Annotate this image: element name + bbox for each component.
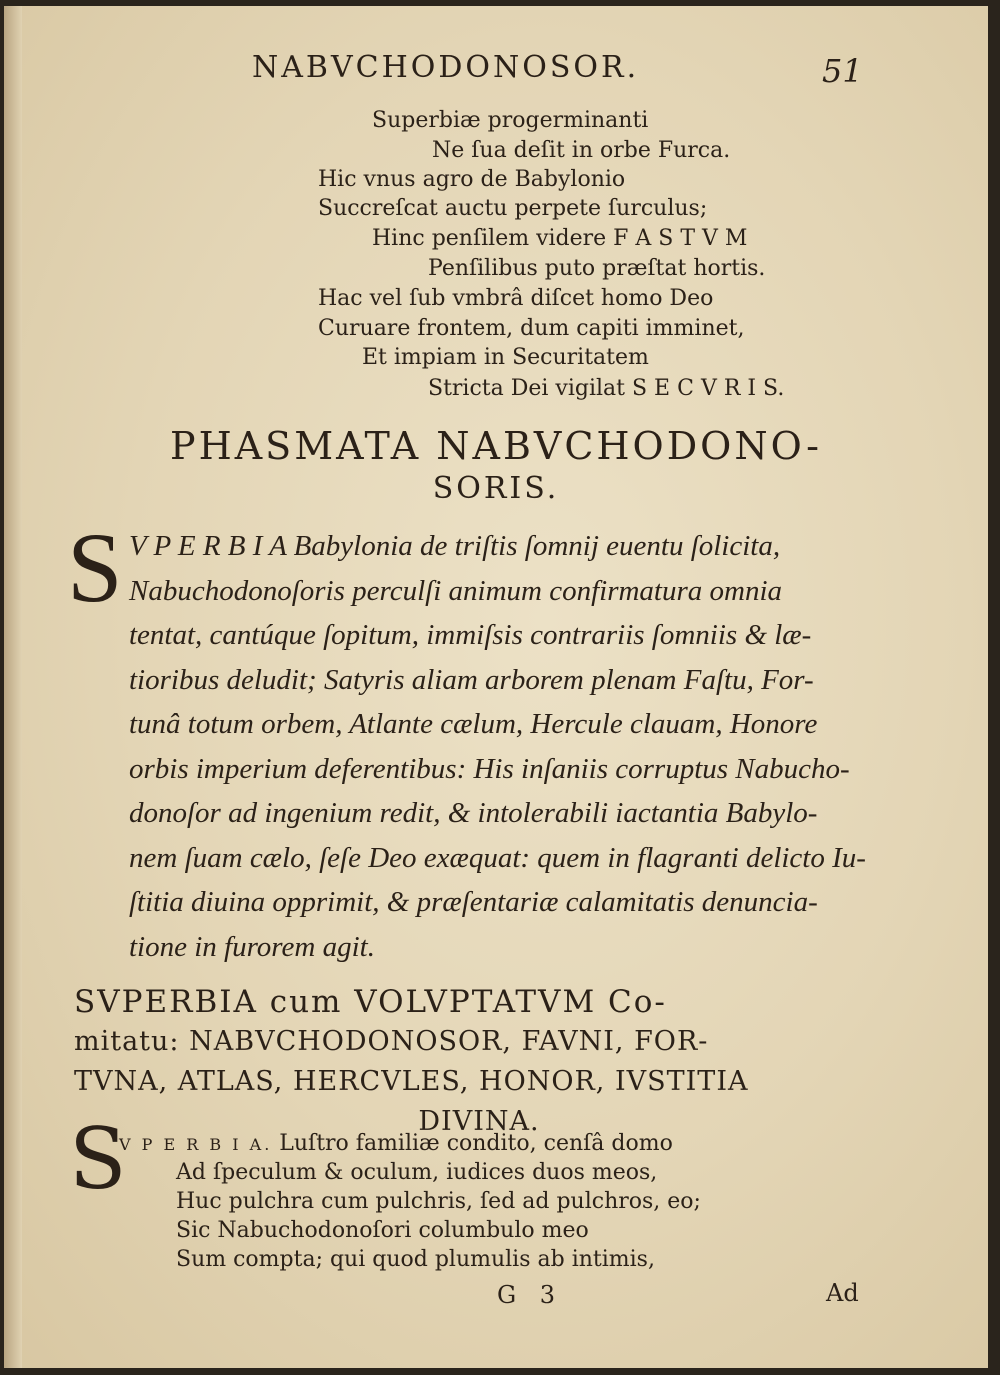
verse-line: Curuare frontem, dum capiti imminet,	[318, 316, 745, 341]
verse-line: Hic vnus agro de Babylonio	[318, 167, 626, 192]
argument-line: nem ſuam cælo, ſeſe Deo exæquat: quem in flagranti delicto Iu-	[129, 841, 866, 874]
section-title-line-1: PHASMATA NABVCHODONO-	[170, 424, 822, 468]
signature-mark: G 3	[497, 1281, 564, 1309]
argument-line: tioribus deludit; Satyris aliam arborem plenam Faſtu, For-	[129, 663, 814, 696]
cast-line: mitatu: NABVCHODONOSOR, FAVNI, FOR-	[74, 1026, 709, 1057]
argument-line: orbis imperium deferentibus: His inſaniis corruptus Nabucho-	[129, 752, 850, 785]
drop-cap: S	[67, 512, 123, 623]
speech-line: Sic Nabuchodonoſori columbulo meo	[176, 1218, 589, 1243]
verse-line: Et impiam in Securitatem	[362, 345, 649, 370]
argument-line: donoſor ad ingenium redit, & intolerabili iactantia Babylo-	[129, 797, 818, 829]
verse-line: Hac vel ſub vmbrâ diſcet homo Deo	[318, 286, 714, 311]
argument-line: Nabuchodonoſoris perculſi animum confirmatura omnia	[129, 574, 783, 607]
speech-line: Huc pulchra cum pulchris, ſed ad pulchros, eo;	[176, 1189, 701, 1214]
speech-line: Luſtro familiæ condito, cenſâ domo	[279, 1131, 673, 1156]
verse-line: Hinc penſilem videre F A S T V M	[372, 226, 748, 251]
speech-line: Sum compta; qui quod plumulis ab intimis,	[176, 1247, 655, 1272]
running-title: NABVCHODONOSOR.	[252, 50, 640, 85]
verse-line: Superbiæ progerminanti	[372, 108, 649, 133]
argument-line: tione in furorem agit.	[129, 930, 375, 963]
cast-heading	[74, 982, 884, 1142]
verse-line: Penſilibus puto præſtat hortis.	[428, 256, 766, 281]
argument-line: tentat, cantúque ſopitum, immiſsis contrariis ſomniis & læ-	[129, 619, 812, 651]
cast-line: SVPERBIA cum VOLVPTATVM Co-	[74, 984, 667, 1020]
drop-cap: S	[69, 1110, 127, 1208]
cast-line: DIVINA.	[418, 1106, 540, 1137]
speech-line: Ad ſpeculum & oculum, iudices duos meos,	[176, 1160, 658, 1185]
verse-line: Succreſcat auctu perpete ſurculus;	[318, 196, 708, 221]
argument-line: V P E R B I A Babylonia de triſtis ſomnij euentu ſolicita,	[129, 530, 781, 562]
cast-line: TVNA, ATLAS, HERCVLES, HONOR, IVSTITIA	[74, 1066, 749, 1097]
page-gutter	[4, 6, 22, 1368]
book-page	[4, 6, 988, 1368]
page-number: 51	[822, 52, 863, 90]
argument-paragraph	[67, 512, 899, 969]
section-title-line-2: SORIS.	[432, 471, 560, 506]
speaker-name: V P E R B I A.	[119, 1135, 273, 1154]
catchword: Ad	[826, 1279, 859, 1307]
argument-line: tunâ totum orbem, Atlante cælum, Hercule clauam, Honore	[129, 708, 818, 740]
verse-line: Ne ſua deſit in orbe Furca.	[432, 138, 731, 163]
verse-line: Stricta Dei vigilat S E C V R I S.	[428, 376, 785, 401]
argument-line: ſtitia diuina opprimit, & præſentariæ calamitatis denuncia-	[129, 886, 818, 918]
